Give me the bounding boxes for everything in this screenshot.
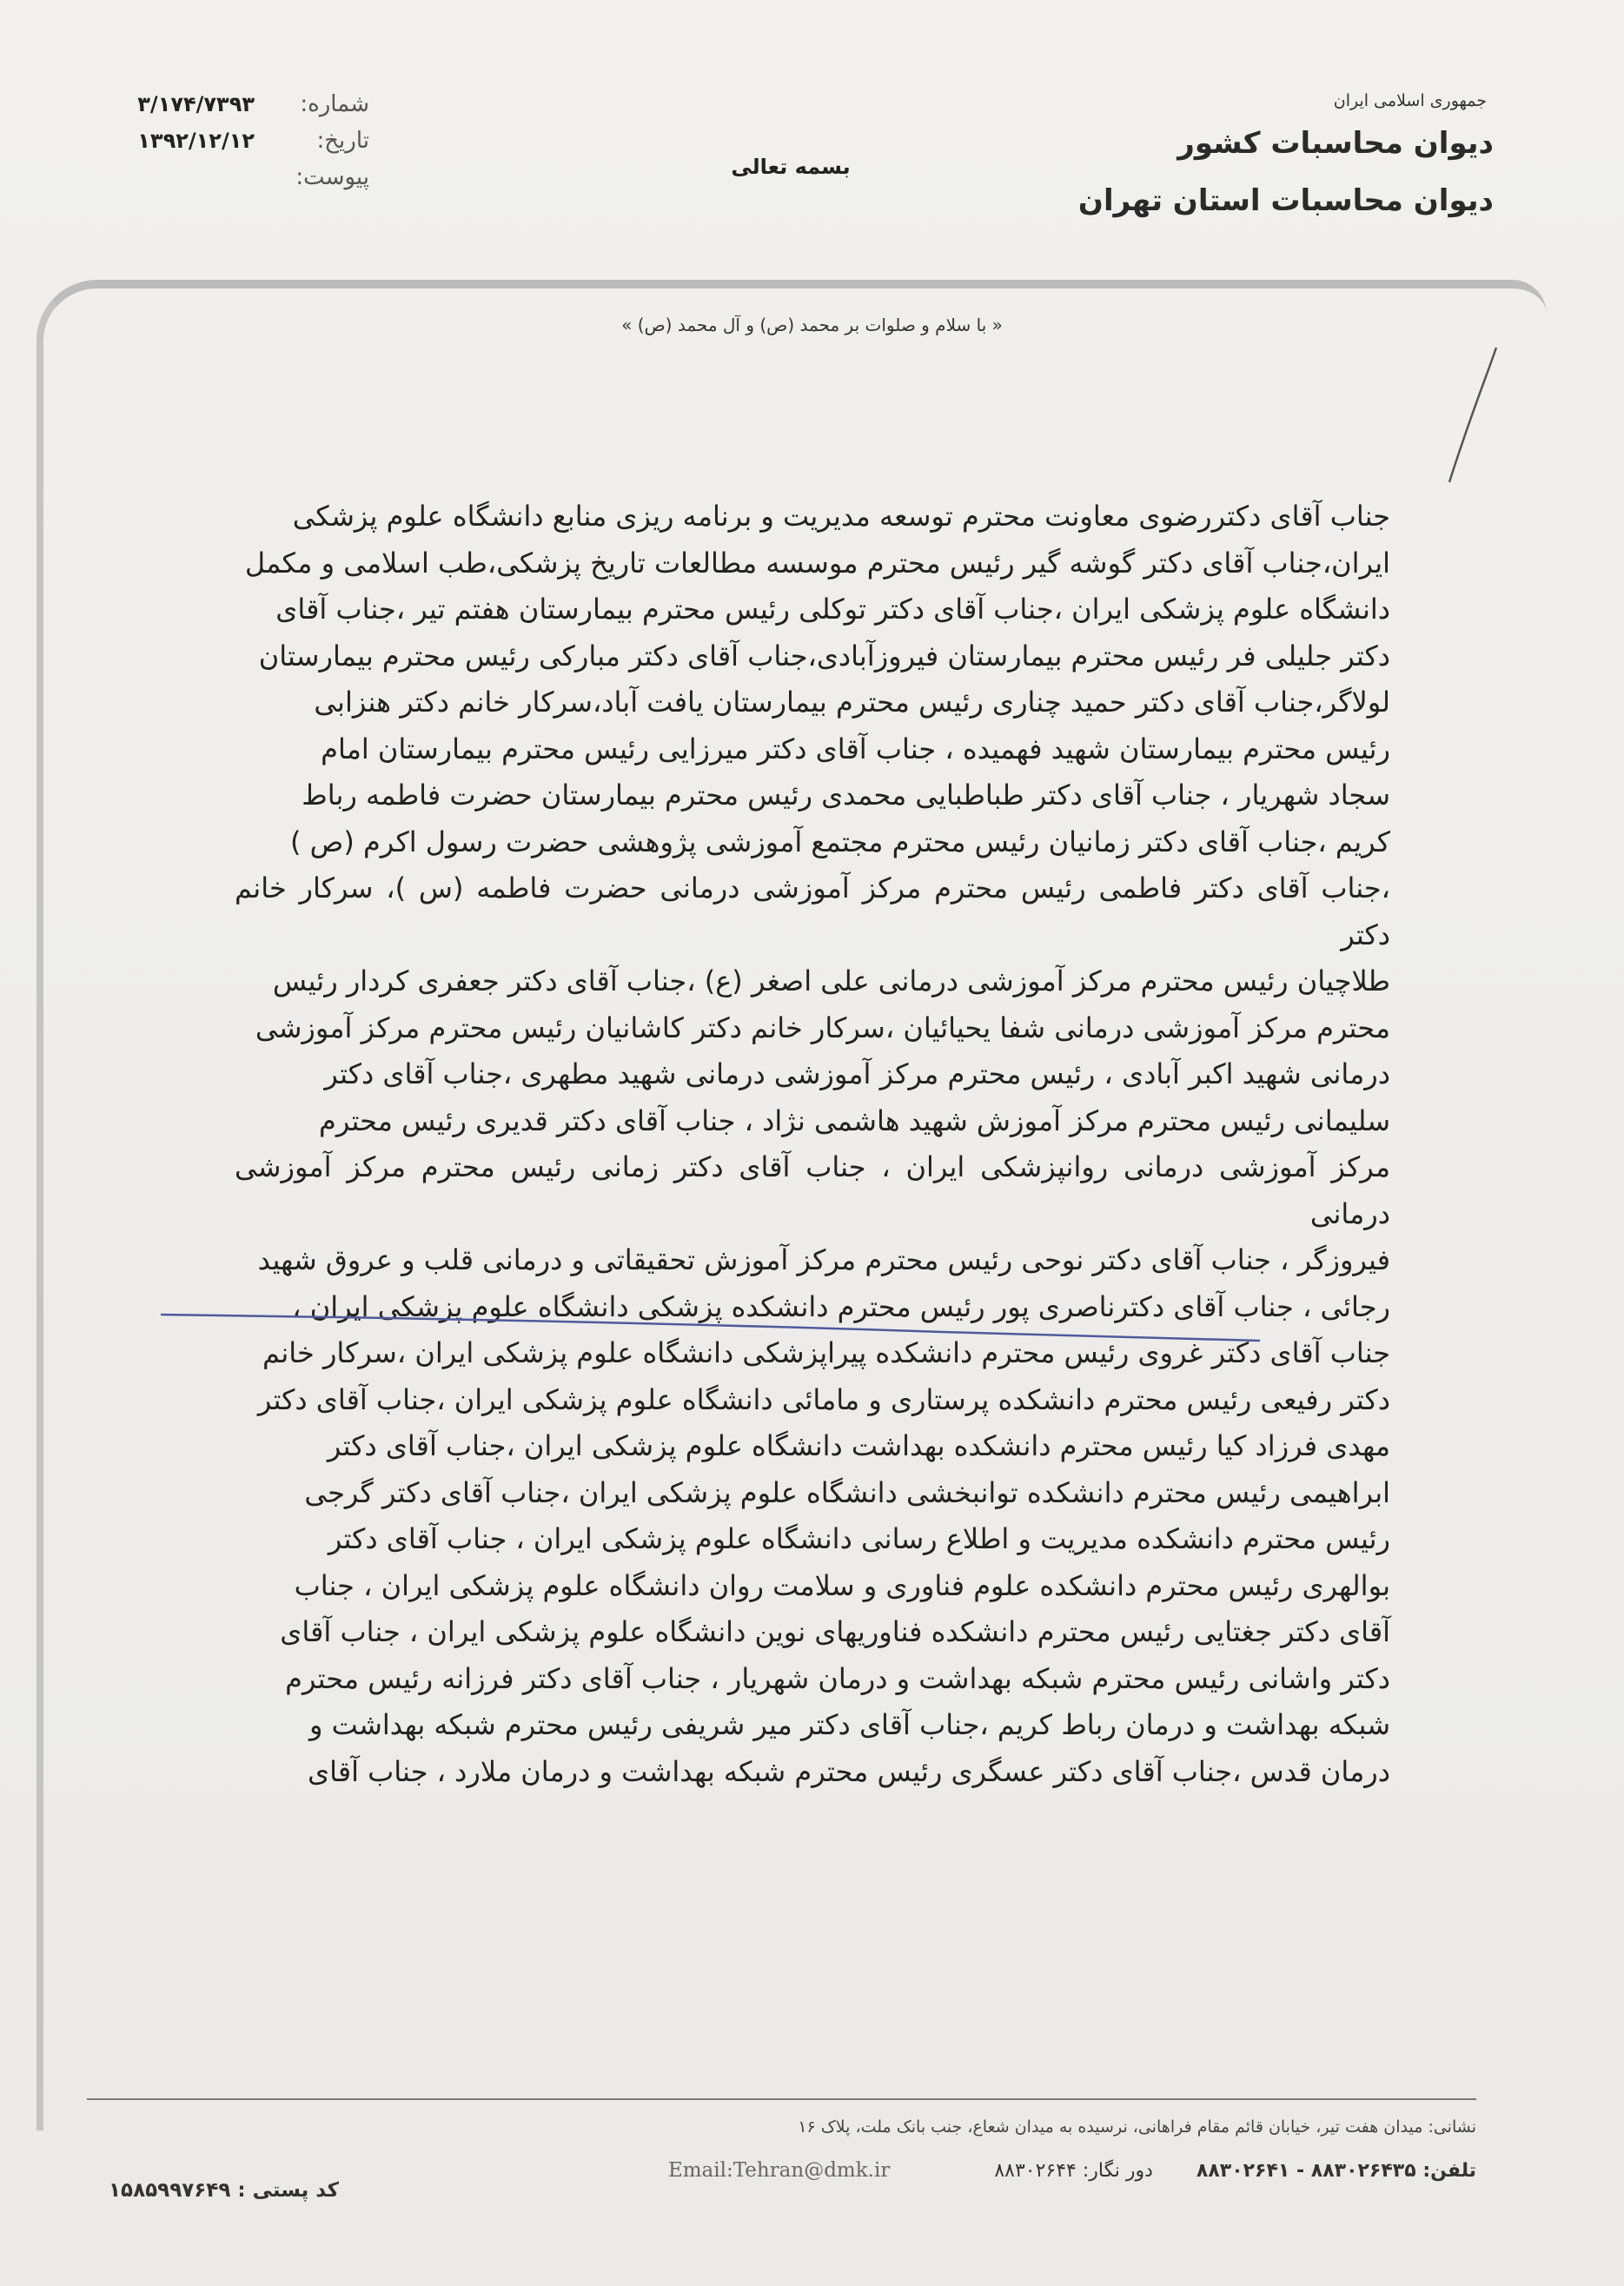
number-label: شماره: (300, 91, 369, 117)
body-line: سلیمانی رئیس محترم مرکز آموزش شهید هاشمی نژاد ، جناب آقای دکتر قدیری رئیس محترم (319, 1103, 1390, 1137)
pen-underline-icon (161, 1309, 1264, 1344)
salutation: « با سلام و صلوات بر محمد (ص) و آل محمد (ص) » (621, 315, 1003, 335)
body-line: آقای دکتر جغتایی رئیس محترم دانشکده فناوریهای نوین دانشگاه علوم پزشکی ایران ، جناب آقای (280, 1615, 1390, 1648)
letterhead-organization (1007, 91, 1494, 218)
body-line: دانشگاه علوم پزشکی ایران ،جناب آقای دکتر توکلی رئیس محترم بیمارستان هفتم تیر ،جناب آقای (275, 593, 1390, 626)
body-line: طلاچیان رئیس محترم مرکز آموزشی درمانی علی اصغر (ع) ،جناب آقای دکتر جعفری کردار رئیس (272, 964, 1390, 997)
body-line: رجائی ، جناب آقای دکترناصری پور رئیس محترم دانشکده پزشکی دانشگاه علوم پزشکی ایران ، (292, 1289, 1390, 1323)
body-line: دکتر رفیعی رئیس محترم دانشکده پرستاری و مامائی دانشگاه علوم پزشکی ایران ،جناب آقای دکتر (257, 1382, 1390, 1416)
number-value: ۳/۱۷۴/۷۳۹۳ (137, 92, 255, 116)
number-row (83, 91, 369, 128)
footer-postal-code: کد پستی : ۱۵۸۵۹۹۷۶۴۹ (109, 2179, 339, 2202)
body-line: جناب آقای دکتر غروی رئیس محترم دانشکده پیراپزشکی دانشگاه علوم پزشکی ایران ،سرکار خانم (262, 1336, 1390, 1369)
republic-line: جمهوری اسلامی ایران (1333, 91, 1487, 110)
footer-fax: دور نگار: ۸۸۳۰۲۶۴۴ (994, 2160, 1153, 2182)
body-line: بوالهری رئیس محترم دانشکده علوم فناوری و سلامت روان دانشگاه علوم پزشکی ایران ، جناب (294, 1568, 1390, 1602)
attachment-label: پیوست: (295, 164, 369, 190)
footer-address: نشانی: میدان هفت تیر، خیابان قائم مقام فراهانی، نرسیده به میدان شعاع، جنب بانک ملت، پلاک ۱۶ (798, 2117, 1476, 2137)
body-line: مرکز آموزشی درمانی روانپزشکی ایران ، جناب آقای دکتر زمانی رئیس محترم مرکز آموزشی درمانی (235, 1150, 1390, 1230)
letter-body (235, 494, 1390, 1795)
body-line: ابراهیمی رئیس محترم دانشکده توانبخشی دانشگاه علوم پزشکی ایران ،جناب آقای دکتر گرجی (304, 1475, 1390, 1509)
body-line: لولاگر،جناب آقای دکتر حمید چناری رئیس محترم بیمارستان یافت آباد،سرکار خانم دکتر هنزابی (314, 686, 1390, 719)
body-line: مهدی فرزاد کیا رئیس محترم دانشکده بهداشت دانشگاه علوم پزشکی ایران ،جناب آقای دکتر (327, 1429, 1390, 1462)
footer-phone: تلفن: ۸۸۳۰۲۶۴۳۵ - ۸۸۳۰۲۶۴۱ (1196, 2160, 1476, 2182)
date-label: تاریخ: (316, 128, 369, 154)
handwritten-mark-icon (1442, 343, 1503, 491)
body-line: شبکه بهداشت و درمان رباط کریم ،جناب آقای دکتر میر شریفی رئیس محترم شبکه بهداشت و (309, 1708, 1390, 1741)
body-line: دکتر واشانی رئیس محترم شبکه بهداشت و درمان شهریار ، جناب آقای دکتر فرزانه رئیس محترم (285, 1661, 1390, 1695)
body-line: فیروزگر ، جناب آقای دکتر نوحی رئیس محترم مرکز آموزش تحقیقاتی و درمانی قلب و عروق شهید (257, 1243, 1390, 1276)
body-line: درمانی شهید اکبر آبادی ، رئیس محترم مرکز آموزشی درمانی شهید مطهری ،جناب آقای دکتر (324, 1057, 1390, 1090)
court-name: دیوان محاسبات کشور (1177, 126, 1494, 161)
letter-footer (87, 2098, 1476, 2182)
body-line: ایران،جناب آقای دکتر گوشه گیر رئیس محترم موسسه مطالعات تاریخ پزشکی،طب اسلامی و مکمل (244, 546, 1390, 580)
body-line: دکتر جلیلی فر رئیس محترم بیمارستان فیروزآبادی،جناب آقای دکتر مبارکی رئیس محترم بیمارستان (258, 639, 1390, 673)
body-line: سجاد شهریار ، جناب آقای دکتر طباطبایی محمدی رئیس محترم بیمارستان حضرت فاطمه رباط (302, 779, 1390, 812)
body-line: جناب آقای دکتررضوی معاونت محترم توسعه مدیریت و برنامه ریزی منابع دانشگاه علوم پزشکی (292, 500, 1390, 533)
body-line: کریم ،جناب آقای دکتر زمانیان رئیس محترم مجتمع آموزشی پژوهشی حضرت رسول اکرم (ص ) (289, 825, 1390, 858)
body-line: درمان قدس ،جناب آقای دکتر عسگری رئیس محترم شبکه بهداشت و درمان ملارد ، جناب آقای (308, 1754, 1390, 1788)
body-line: رئیس محترم دانشکده مدیریت و اطلاع رسانی دانشگاه علوم پزشکی ایران ، جناب آقای دکتر (328, 1522, 1390, 1555)
court-province-name: دیوان محاسبات استان تهران (1077, 183, 1494, 218)
date-value: ۱۳۹۲/۱۲/۱۲ (137, 129, 255, 153)
basmala: بسمه تعالی (731, 155, 851, 179)
body-line: ،جناب آقای دکتر فاطمی رئیس محترم مرکز آموزشی درمانی حضرت فاطمه (س )، سرکار خانم دکتر (235, 871, 1390, 951)
letter-meta (83, 91, 369, 201)
body-line: محترم مرکز آموزشی درمانی شفا یحیائیان ،سرکار خانم دکتر کاشانیان رئیس محترم مرکز آموزشی (255, 1010, 1390, 1044)
body-line: رئیس محترم بیمارستان شهید فهمیده ، جناب آقای دکتر میرزایی رئیس محترم بیمارستان امام (321, 732, 1390, 765)
footer-divider (87, 2098, 1476, 2100)
attachment-row (83, 164, 369, 201)
date-row (83, 128, 369, 164)
footer-email: Email:Tehran@dmk.ir (667, 2159, 891, 2182)
